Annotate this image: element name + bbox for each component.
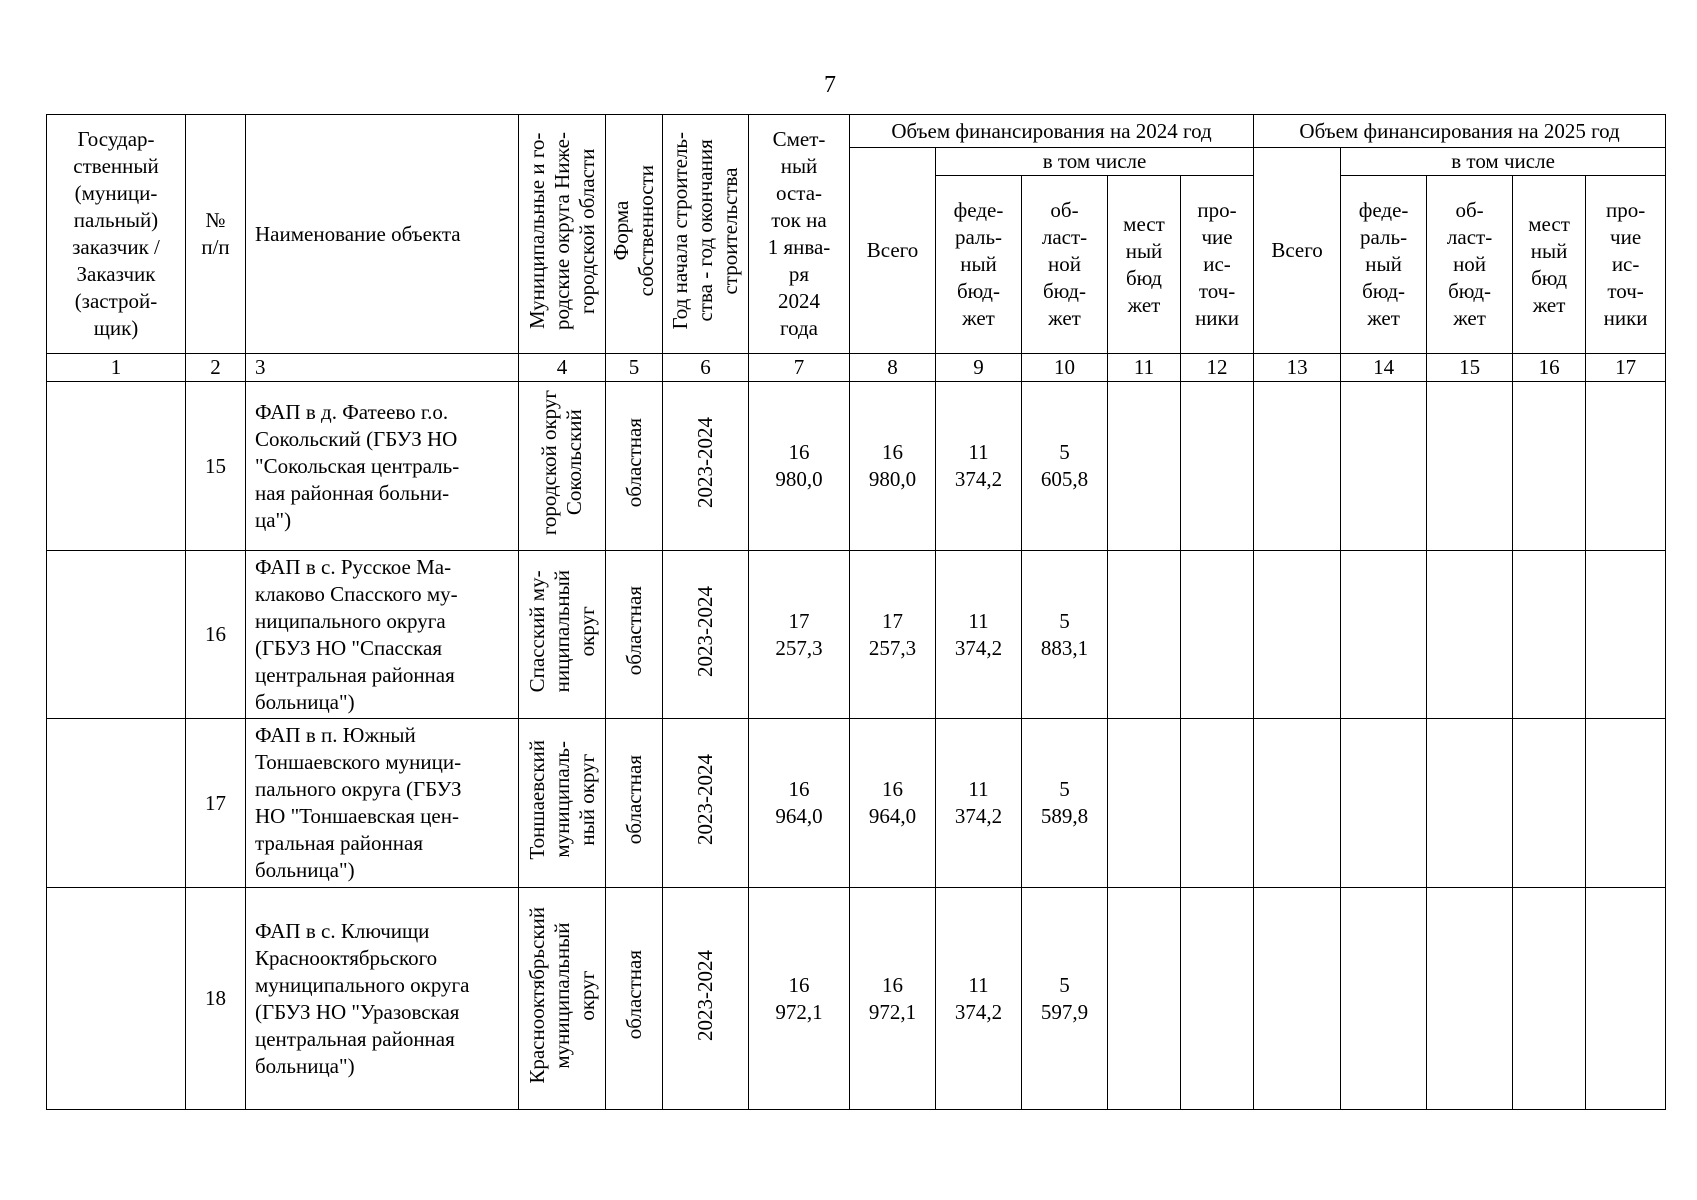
header-years-text: Год начала строитель- ства - год окончания строительства bbox=[668, 131, 742, 330]
header-ownership bbox=[606, 115, 663, 354]
local-2024-cell bbox=[1108, 719, 1181, 888]
regional-2025-cell bbox=[1427, 888, 1513, 1110]
header-total-2024: Всего bbox=[850, 148, 936, 354]
federal-2024-cell: 11 374,2 bbox=[936, 719, 1022, 888]
customer-cell bbox=[47, 719, 186, 888]
federal-2024-cell: 11 374,2 bbox=[936, 888, 1022, 1110]
column-number: 2 bbox=[186, 354, 246, 382]
municipal-cell bbox=[519, 382, 606, 551]
total-2024-cell: 17 257,3 bbox=[850, 551, 936, 719]
years-text: 2023-2024 bbox=[693, 585, 717, 677]
other-2024-cell bbox=[1181, 888, 1254, 1110]
column-number: 8 bbox=[850, 354, 936, 382]
header-total-2025: Всего bbox=[1254, 148, 1341, 354]
header-years bbox=[663, 115, 749, 354]
table-row bbox=[47, 551, 1666, 719]
years-text: 2023-2024 bbox=[693, 754, 717, 845]
municipal-text: городской округ Сокольский bbox=[537, 389, 586, 536]
column-number: 5 bbox=[606, 354, 663, 382]
federal-2025-cell bbox=[1341, 888, 1427, 1110]
column-number: 10 bbox=[1022, 354, 1108, 382]
municipal-text: Тоншаевский муниципаль- ный округ bbox=[524, 739, 599, 860]
header-federal-2025: феде- раль- ный бюд- жет bbox=[1341, 176, 1427, 354]
header-including-2025: в том числе bbox=[1341, 148, 1666, 176]
local-2025-cell bbox=[1513, 382, 1586, 551]
federal-2025-cell bbox=[1341, 551, 1427, 719]
column-number: 4 bbox=[519, 354, 606, 382]
column-number: 9 bbox=[936, 354, 1022, 382]
ownership-cell bbox=[606, 382, 663, 551]
regional-2025-cell bbox=[1427, 551, 1513, 719]
header-including-2024: в том числе bbox=[936, 148, 1254, 176]
header-customer: Государ- ственный (муници- пальный) заказчик / Заказчик (застрой- щик) bbox=[47, 115, 186, 354]
years-cell bbox=[663, 719, 749, 888]
other-2025-cell bbox=[1586, 719, 1666, 888]
other-2024-cell bbox=[1181, 551, 1254, 719]
municipal-cell bbox=[519, 888, 606, 1110]
object-name: ФАП в п. Южный Тоншаевского муници- пального округа (ГБУЗ НО "Тоншаевская цен- тральная районная больница") bbox=[246, 719, 519, 888]
total-2024-cell: 16 980,0 bbox=[850, 382, 936, 551]
federal-2024-cell: 11 374,2 bbox=[936, 382, 1022, 551]
other-2025-cell bbox=[1586, 888, 1666, 1110]
ownership-cell bbox=[606, 888, 663, 1110]
other-2024-cell bbox=[1181, 719, 1254, 888]
total-2024-cell: 16 972,1 bbox=[850, 888, 936, 1110]
object-name: ФАП в с. Ключищи Краснооктябрьского муниципального округа (ГБУЗ НО "Уразовская центральная районная больница") bbox=[246, 888, 519, 1110]
table-body bbox=[47, 382, 1666, 1110]
header-fin-2024: Объем финансирования на 2024 год bbox=[850, 115, 1254, 148]
header-municipal bbox=[519, 115, 606, 354]
header-regional-2024: об- ласт- ной бюд- жет bbox=[1022, 176, 1108, 354]
column-number: 1 bbox=[47, 354, 186, 382]
total-2025-cell bbox=[1254, 382, 1341, 551]
header-local-2024: мест ный бюд жет bbox=[1108, 176, 1181, 354]
header-fin-2025: Объем финансирования на 2025 год bbox=[1254, 115, 1666, 148]
local-2024-cell bbox=[1108, 551, 1181, 719]
total-2025-cell bbox=[1254, 719, 1341, 888]
ownership-cell bbox=[606, 719, 663, 888]
table-row bbox=[47, 719, 1666, 888]
federal-2025-cell bbox=[1341, 382, 1427, 551]
header-municipal-text: Муниципальные и го- родские округа Ниже- городской области bbox=[524, 131, 599, 330]
table-row bbox=[47, 382, 1666, 551]
regional-2024-cell: 5 883,1 bbox=[1022, 551, 1108, 719]
header-local-2025: мест ный бюд жет bbox=[1513, 176, 1586, 354]
column-number: 16 bbox=[1513, 354, 1586, 382]
customer-cell bbox=[47, 551, 186, 719]
ownership-text: областная bbox=[621, 586, 646, 676]
column-number: 7 bbox=[749, 354, 850, 382]
column-number: 3 bbox=[246, 354, 519, 382]
estimate-cell: 16 964,0 bbox=[749, 719, 850, 888]
header-estimate: Смет- ный оста- ток на 1 янва- ря 2024 года bbox=[749, 115, 850, 354]
column-number: 14 bbox=[1341, 354, 1427, 382]
header-regional-2025: об- ласт- ной бюд- жет bbox=[1427, 176, 1513, 354]
header-number: № п/п bbox=[186, 115, 246, 354]
years-text: 2023-2024 bbox=[693, 949, 717, 1041]
row-number: 17 bbox=[186, 719, 246, 888]
header-other-2025: про- чие ис- точ- ники bbox=[1586, 176, 1666, 354]
column-number: 13 bbox=[1254, 354, 1341, 382]
header-federal-2024: феде- раль- ный бюд- жет bbox=[936, 176, 1022, 354]
municipal-cell bbox=[519, 551, 606, 719]
page-number: 7 bbox=[824, 72, 836, 98]
local-2025-cell bbox=[1513, 719, 1586, 888]
row-number: 18 bbox=[186, 888, 246, 1110]
customer-cell bbox=[47, 888, 186, 1110]
local-2025-cell bbox=[1513, 551, 1586, 719]
local-2024-cell bbox=[1108, 888, 1181, 1110]
total-2025-cell bbox=[1254, 888, 1341, 1110]
total-2025-cell bbox=[1254, 551, 1341, 719]
ownership-text: областная bbox=[621, 417, 646, 508]
other-2025-cell bbox=[1586, 382, 1666, 551]
regional-2024-cell: 5 589,8 bbox=[1022, 719, 1108, 888]
total-2024-cell: 16 964,0 bbox=[850, 719, 936, 888]
column-numbers-row bbox=[47, 354, 1666, 382]
other-2024-cell bbox=[1181, 382, 1254, 551]
customer-cell bbox=[47, 382, 186, 551]
column-number: 15 bbox=[1427, 354, 1513, 382]
years-cell bbox=[663, 382, 749, 551]
ownership-text: областная bbox=[621, 754, 646, 845]
estimate-cell: 16 980,0 bbox=[749, 382, 850, 551]
row-number: 15 bbox=[186, 382, 246, 551]
municipal-cell bbox=[519, 719, 606, 888]
other-2025-cell bbox=[1586, 551, 1666, 719]
header-other-2024: про- чие ис- точ- ники bbox=[1181, 176, 1254, 354]
local-2025-cell bbox=[1513, 888, 1586, 1110]
header-ownership-text: Форма собственности bbox=[609, 164, 658, 297]
column-number: 17 bbox=[1586, 354, 1666, 382]
table-header bbox=[47, 115, 1666, 382]
regional-2024-cell: 5 605,8 bbox=[1022, 382, 1108, 551]
regional-2025-cell bbox=[1427, 382, 1513, 551]
ownership-text: областная bbox=[621, 950, 646, 1040]
object-name: ФАП в с. Русское Ма- клаково Спасского му- ниципального округа (ГБУЗ НО "Спасская центральная районная больница") bbox=[246, 551, 519, 719]
estimate-cell: 17 257,3 bbox=[749, 551, 850, 719]
row-number: 16 bbox=[186, 551, 246, 719]
regional-2024-cell: 5 597,9 bbox=[1022, 888, 1108, 1110]
municipal-text: Спасский му- ниципальный округ bbox=[524, 569, 599, 693]
object-name: ФАП в д. Фатеево г.о. Сокольский (ГБУЗ НО "Сокольская централь- ная районная больни- ца") bbox=[246, 382, 519, 551]
local-2024-cell bbox=[1108, 382, 1181, 551]
federal-2025-cell bbox=[1341, 719, 1427, 888]
federal-2024-cell: 11 374,2 bbox=[936, 551, 1022, 719]
years-cell bbox=[663, 888, 749, 1110]
ownership-cell bbox=[606, 551, 663, 719]
estimate-cell: 16 972,1 bbox=[749, 888, 850, 1110]
regional-2025-cell bbox=[1427, 719, 1513, 888]
column-number: 11 bbox=[1108, 354, 1181, 382]
table-row bbox=[47, 888, 1666, 1110]
financing-table bbox=[46, 114, 1666, 1110]
header-object-name: Наименование объекта bbox=[246, 115, 519, 354]
municipal-text: Краснооктябрьский муниципальный округ bbox=[524, 906, 599, 1084]
years-text: 2023-2024 bbox=[693, 417, 717, 508]
years-cell bbox=[663, 551, 749, 719]
column-number: 6 bbox=[663, 354, 749, 382]
column-number: 12 bbox=[1181, 354, 1254, 382]
